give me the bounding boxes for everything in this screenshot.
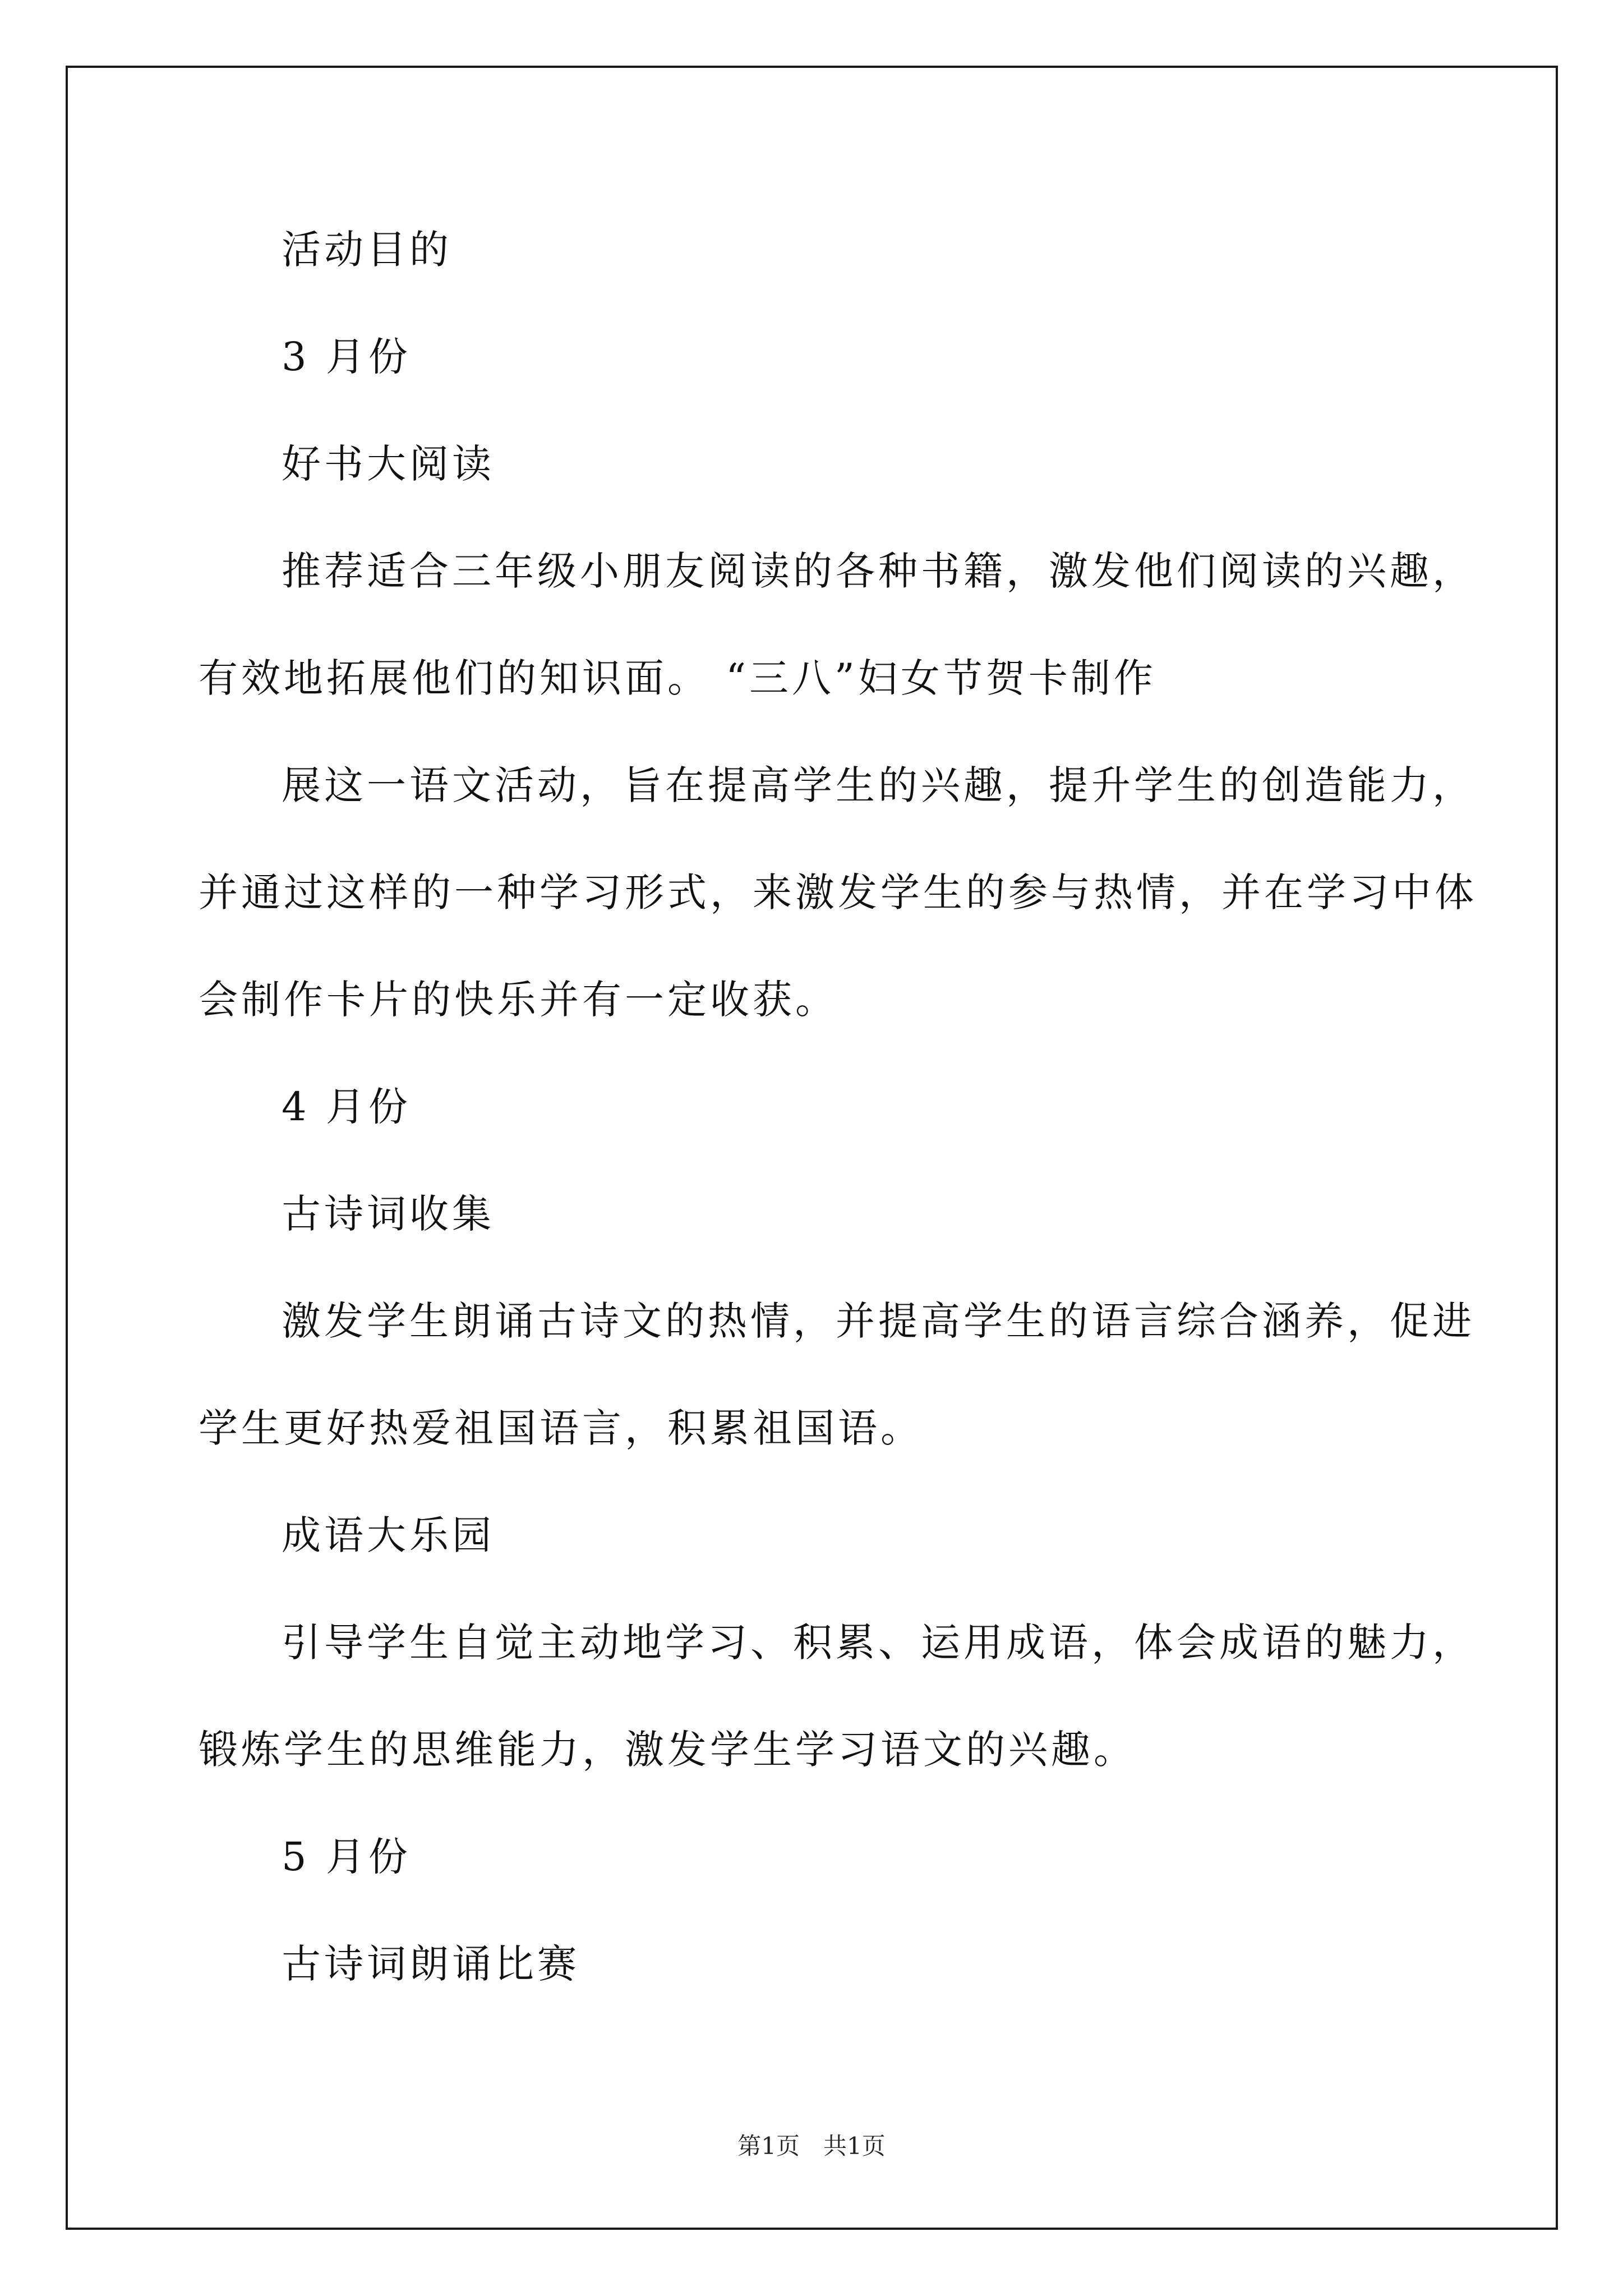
paragraph-line: 会制作卡片的快乐并有一定收获。 [199, 977, 838, 1023]
heading-march: 3 月份 [282, 334, 411, 380]
paragraph-line: 并通过这样的一种学习形式，来激发学生的参与热情，并在学习中体 [199, 869, 1477, 915]
paragraph-line: 激发学生朗诵古诗文的热情，并提高学生的语言综合涵养，促进 [282, 1298, 1475, 1344]
paragraph-line: 引导学生自觉主动地学习、积累、运用成语，体会成语的魅力， [282, 1619, 1475, 1665]
heading-reading: 好书大阅读 [282, 441, 495, 487]
paragraph-line: 学生更好热爱祖国语言，积累祖国语。 [199, 1405, 923, 1451]
heading-idioms: 成语大乐园 [282, 1512, 495, 1558]
page-number-current: 第1页 [737, 2132, 800, 2160]
page-footer [0, 2129, 1623, 2163]
page-number-total: 共1页 [823, 2132, 886, 2160]
page-border [66, 66, 1558, 2230]
paragraph-line: 锻炼学生的思维能力，激发学生学习语文的兴趣。 [199, 1727, 1136, 1773]
paragraph-line: 有效地拓展他们的知识面。 “三八”妇女节贺卡制作 [199, 655, 1156, 701]
heading-april: 4 月份 [282, 1084, 411, 1130]
paragraph-line: 推荐适合三年级小朋友阅读的各种书籍，激发他们阅读的兴趣， [282, 548, 1475, 594]
heading-activity-purpose: 活动目的 [282, 227, 452, 273]
heading-poetry-collection: 古诗词收集 [282, 1191, 495, 1237]
paragraph-line: 展这一语文活动，旨在提高学生的兴趣，提升学生的创造能力， [282, 762, 1475, 808]
heading-poetry-recitation: 古诗词朗诵比赛 [282, 1941, 580, 1987]
heading-may: 5 月份 [282, 1834, 411, 1880]
